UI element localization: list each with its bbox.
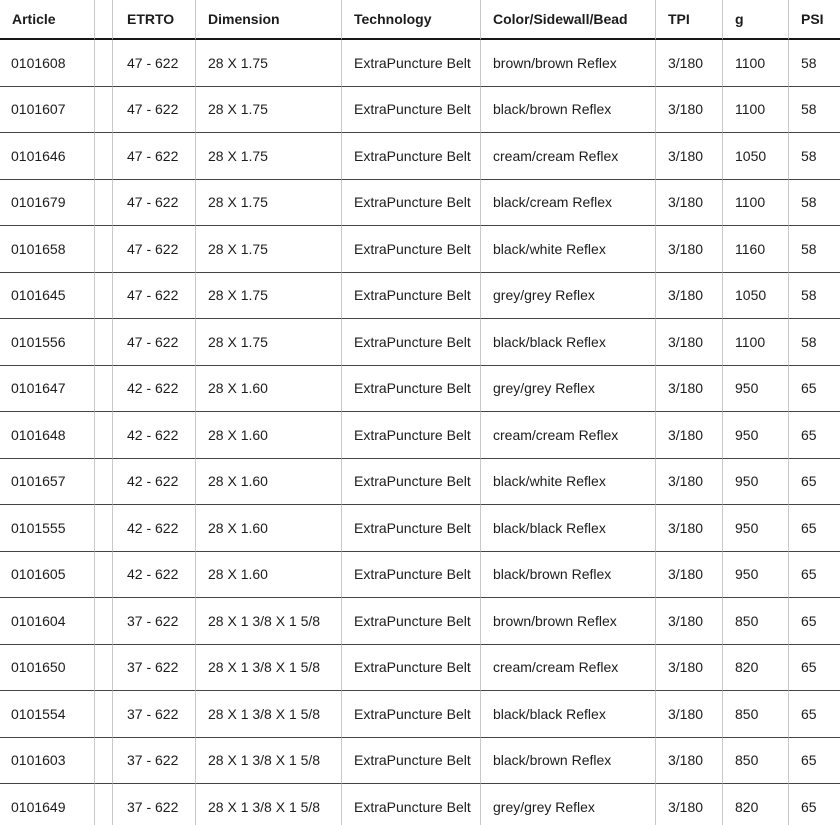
etrto-cell: 37 - 622	[113, 784, 196, 825]
dimension-cell: 28 X 1.75	[196, 226, 342, 273]
technology-cell: ExtraPuncture Belt	[342, 87, 481, 134]
tpi-cell: 3/180	[656, 598, 723, 645]
dimension-cell: 28 X 1 3/8 X 1 5/8	[196, 691, 342, 738]
color-sidewall-bead-cell: cream/cream Reflex	[481, 133, 656, 180]
color-sidewall-bead-cell: grey/grey Reflex	[481, 273, 656, 320]
tpi-cell: 3/180	[656, 459, 723, 506]
etrto-cell: 47 - 622	[113, 87, 196, 134]
table-row	[0, 505, 840, 552]
technology-cell: ExtraPuncture Belt	[342, 133, 481, 180]
weight-g-cell: 950	[723, 459, 789, 506]
weight-g-cell: 820	[723, 784, 789, 825]
color-sidewall-bead-cell: black/white Reflex	[481, 226, 656, 273]
technology-cell: ExtraPuncture Belt	[342, 273, 481, 320]
technology-cell: ExtraPuncture Belt	[342, 738, 481, 785]
table-row	[0, 40, 840, 87]
spacer-cell	[95, 784, 113, 825]
color-sidewall-bead-cell: grey/grey Reflex	[481, 784, 656, 825]
technology-cell: ExtraPuncture Belt	[342, 645, 481, 692]
dimension-cell: 28 X 1.75	[196, 273, 342, 320]
table-row	[0, 226, 840, 273]
column-header-spacer	[95, 0, 113, 40]
table-row	[0, 319, 840, 366]
article-cell: 0101556	[0, 319, 95, 366]
psi-cell: 58	[789, 180, 840, 227]
dimension-cell: 28 X 1.60	[196, 552, 342, 599]
color-sidewall-bead-cell: black/brown Reflex	[481, 738, 656, 785]
weight-g-cell: 950	[723, 412, 789, 459]
color-sidewall-bead-cell: cream/cream Reflex	[481, 645, 656, 692]
weight-g-cell: 1100	[723, 180, 789, 227]
dimension-cell: 28 X 1.75	[196, 40, 342, 87]
tpi-cell: 3/180	[656, 645, 723, 692]
article-cell: 0101608	[0, 40, 95, 87]
etrto-cell: 42 - 622	[113, 459, 196, 506]
tpi-cell: 3/180	[656, 505, 723, 552]
psi-cell: 58	[789, 87, 840, 134]
technology-cell: ExtraPuncture Belt	[342, 366, 481, 413]
psi-cell: 58	[789, 273, 840, 320]
technology-cell: ExtraPuncture Belt	[342, 691, 481, 738]
etrto-cell: 47 - 622	[113, 273, 196, 320]
psi-cell: 65	[789, 738, 840, 785]
etrto-cell: 37 - 622	[113, 738, 196, 785]
technology-cell: ExtraPuncture Belt	[342, 552, 481, 599]
etrto-cell: 47 - 622	[113, 180, 196, 227]
weight-g-cell: 820	[723, 645, 789, 692]
tpi-cell: 3/180	[656, 412, 723, 459]
technology-cell: ExtraPuncture Belt	[342, 412, 481, 459]
dimension-cell: 28 X 1.60	[196, 459, 342, 506]
tpi-cell: 3/180	[656, 319, 723, 366]
dimension-cell: 28 X 1 3/8 X 1 5/8	[196, 784, 342, 825]
technology-cell: ExtraPuncture Belt	[342, 459, 481, 506]
color-sidewall-bead-cell: brown/brown Reflex	[481, 40, 656, 87]
weight-g-cell: 850	[723, 691, 789, 738]
tpi-cell: 3/180	[656, 552, 723, 599]
spacer-cell	[95, 226, 113, 273]
article-cell: 0101658	[0, 226, 95, 273]
color-sidewall-bead-cell: black/black Reflex	[481, 505, 656, 552]
psi-cell: 65	[789, 784, 840, 825]
tpi-cell: 3/180	[656, 738, 723, 785]
color-sidewall-bead-cell: black/brown Reflex	[481, 87, 656, 134]
tpi-cell: 3/180	[656, 784, 723, 825]
etrto-cell: 37 - 622	[113, 691, 196, 738]
psi-cell: 65	[789, 598, 840, 645]
column-header-article: Article	[0, 0, 95, 40]
technology-cell: ExtraPuncture Belt	[342, 505, 481, 552]
etrto-cell: 42 - 622	[113, 412, 196, 459]
spacer-cell	[95, 133, 113, 180]
dimension-cell: 28 X 1 3/8 X 1 5/8	[196, 645, 342, 692]
article-cell: 0101679	[0, 180, 95, 227]
weight-g-cell: 1050	[723, 273, 789, 320]
etrto-cell: 47 - 622	[113, 226, 196, 273]
article-cell: 0101607	[0, 87, 95, 134]
tpi-cell: 3/180	[656, 40, 723, 87]
column-header-tpi: TPI	[656, 0, 723, 40]
technology-cell: ExtraPuncture Belt	[342, 784, 481, 825]
color-sidewall-bead-cell: black/black Reflex	[481, 319, 656, 366]
etrto-cell: 47 - 622	[113, 133, 196, 180]
etrto-cell: 37 - 622	[113, 645, 196, 692]
weight-g-cell: 1100	[723, 319, 789, 366]
weight-g-cell: 1100	[723, 87, 789, 134]
technology-cell: ExtraPuncture Belt	[342, 40, 481, 87]
dimension-cell: 28 X 1.60	[196, 412, 342, 459]
spacer-cell	[95, 273, 113, 320]
spacer-cell	[95, 40, 113, 87]
weight-g-cell: 850	[723, 598, 789, 645]
etrto-cell: 42 - 622	[113, 505, 196, 552]
color-sidewall-bead-cell: black/cream Reflex	[481, 180, 656, 227]
table-row	[0, 87, 840, 134]
psi-cell: 65	[789, 459, 840, 506]
tpi-cell: 3/180	[656, 691, 723, 738]
color-sidewall-bead-cell: cream/cream Reflex	[481, 412, 656, 459]
product-table-body	[0, 40, 840, 825]
dimension-cell: 28 X 1.75	[196, 87, 342, 134]
article-cell: 0101554	[0, 691, 95, 738]
tpi-cell: 3/180	[656, 226, 723, 273]
psi-cell: 65	[789, 412, 840, 459]
table-row	[0, 459, 840, 506]
color-sidewall-bead-cell: grey/grey Reflex	[481, 366, 656, 413]
etrto-cell: 37 - 622	[113, 598, 196, 645]
article-cell: 0101647	[0, 366, 95, 413]
column-header-psi: PSI	[789, 0, 840, 40]
spacer-cell	[95, 180, 113, 227]
dimension-cell: 28 X 1.75	[196, 319, 342, 366]
dimension-cell: 28 X 1.75	[196, 180, 342, 227]
weight-g-cell: 950	[723, 505, 789, 552]
psi-cell: 65	[789, 552, 840, 599]
weight-g-cell: 1050	[723, 133, 789, 180]
article-cell: 0101604	[0, 598, 95, 645]
column-header-etrto: ETRTO	[113, 0, 196, 40]
table-row	[0, 366, 840, 413]
table-row	[0, 645, 840, 692]
psi-cell: 65	[789, 505, 840, 552]
spacer-cell	[95, 552, 113, 599]
spacer-cell	[95, 505, 113, 552]
table-row	[0, 180, 840, 227]
tpi-cell: 3/180	[656, 273, 723, 320]
column-header-dimension: Dimension	[196, 0, 342, 40]
psi-cell: 58	[789, 319, 840, 366]
psi-cell: 65	[789, 645, 840, 692]
table-row	[0, 598, 840, 645]
column-header-color-sidewall-bead: Color/Sidewall/Bead	[481, 0, 656, 40]
table-row	[0, 133, 840, 180]
table-row	[0, 691, 840, 738]
technology-cell: ExtraPuncture Belt	[342, 226, 481, 273]
weight-g-cell: 950	[723, 552, 789, 599]
column-header-technology: Technology	[342, 0, 481, 40]
article-cell: 0101650	[0, 645, 95, 692]
tpi-cell: 3/180	[656, 180, 723, 227]
spacer-cell	[95, 319, 113, 366]
psi-cell: 58	[789, 40, 840, 87]
article-cell: 0101645	[0, 273, 95, 320]
dimension-cell: 28 X 1 3/8 X 1 5/8	[196, 738, 342, 785]
psi-cell: 65	[789, 691, 840, 738]
dimension-cell: 28 X 1.75	[196, 133, 342, 180]
article-cell: 0101603	[0, 738, 95, 785]
table-row	[0, 273, 840, 320]
color-sidewall-bead-cell: black/brown Reflex	[481, 552, 656, 599]
technology-cell: ExtraPuncture Belt	[342, 598, 481, 645]
psi-cell: 58	[789, 226, 840, 273]
spacer-cell	[95, 691, 113, 738]
spacer-cell	[95, 412, 113, 459]
article-cell: 0101648	[0, 412, 95, 459]
tpi-cell: 3/180	[656, 133, 723, 180]
color-sidewall-bead-cell: brown/brown Reflex	[481, 598, 656, 645]
article-cell: 0101657	[0, 459, 95, 506]
spacer-cell	[95, 645, 113, 692]
article-cell: 0101605	[0, 552, 95, 599]
psi-cell: 58	[789, 133, 840, 180]
table-row	[0, 784, 840, 825]
article-cell: 0101649	[0, 784, 95, 825]
dimension-cell: 28 X 1 3/8 X 1 5/8	[196, 598, 342, 645]
article-cell: 0101555	[0, 505, 95, 552]
dimension-cell: 28 X 1.60	[196, 505, 342, 552]
weight-g-cell: 850	[723, 738, 789, 785]
spacer-cell	[95, 598, 113, 645]
etrto-cell: 47 - 622	[113, 40, 196, 87]
spacer-cell	[95, 738, 113, 785]
weight-g-cell: 1100	[723, 40, 789, 87]
spacer-cell	[95, 366, 113, 413]
spacer-cell	[95, 87, 113, 134]
color-sidewall-bead-cell: black/white Reflex	[481, 459, 656, 506]
etrto-cell: 42 - 622	[113, 366, 196, 413]
etrto-cell: 42 - 622	[113, 552, 196, 599]
table-row	[0, 738, 840, 785]
spacer-cell	[95, 459, 113, 506]
etrto-cell: 47 - 622	[113, 319, 196, 366]
weight-g-cell: 1160	[723, 226, 789, 273]
tpi-cell: 3/180	[656, 366, 723, 413]
dimension-cell: 28 X 1.60	[196, 366, 342, 413]
technology-cell: ExtraPuncture Belt	[342, 319, 481, 366]
column-header-weight-g: g	[723, 0, 789, 40]
table-row	[0, 412, 840, 459]
technology-cell: ExtraPuncture Belt	[342, 180, 481, 227]
table-header-row	[0, 0, 840, 40]
weight-g-cell: 950	[723, 366, 789, 413]
table-row	[0, 552, 840, 599]
tpi-cell: 3/180	[656, 87, 723, 134]
article-cell: 0101646	[0, 133, 95, 180]
psi-cell: 65	[789, 366, 840, 413]
color-sidewall-bead-cell: black/black Reflex	[481, 691, 656, 738]
